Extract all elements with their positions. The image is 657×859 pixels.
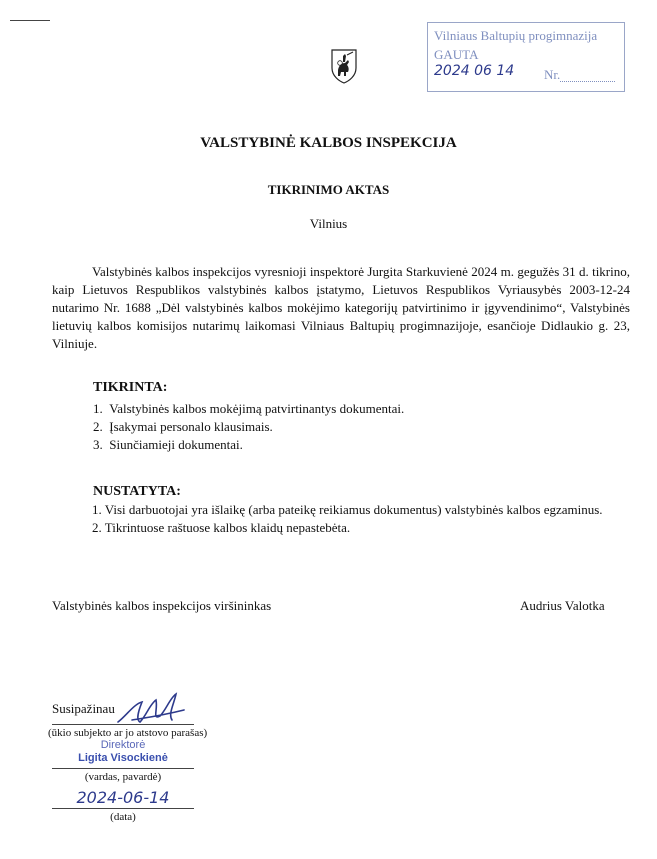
stamp-date: 2024 06 14 xyxy=(434,63,515,79)
list-item: 1. Valstybinės kalbos mokėjimą patvirtinantys dokumentai. xyxy=(93,401,405,416)
checked-section-title-wrap xyxy=(93,379,167,396)
findings-section-title-wrap xyxy=(93,483,181,500)
findings-list xyxy=(52,501,630,537)
checked-section-title: TIKRINTA: xyxy=(93,380,168,395)
stamp-name: Ligita Visockienė xyxy=(78,752,168,764)
date-caption: (data) xyxy=(110,811,136,823)
document-city: Vilnius xyxy=(309,216,348,231)
findings-section-title: NUSTATYTA: xyxy=(93,484,181,499)
list-item: 2. Įsakymai personalo klausimais. xyxy=(93,419,273,434)
list-item: 3. Siunčiamieji dokumentai. xyxy=(93,437,243,452)
signatory-name: Audrius Valotka xyxy=(520,598,605,613)
list-item: 1. Visi darbuotojai yra išlaikę (arba pateikę reikiamus dokumentus) valstybinės kalbos egzaminus. xyxy=(92,502,603,517)
acknowledgement-label: Susipažinau xyxy=(52,701,115,716)
handwritten-date: 2024-06-14 xyxy=(76,788,170,807)
date-line xyxy=(52,808,194,809)
registration-stamp xyxy=(427,22,625,92)
stamp-nr-label: Nr. xyxy=(544,67,561,82)
signature-caption: (ūkio subjekto ar jo atstovo parašas) xyxy=(48,727,208,739)
lithuanian-coat-of-arms-icon xyxy=(330,48,358,84)
handwritten-signature xyxy=(112,690,190,732)
stamp-institution: Vilniaus Baltupių progimnazija xyxy=(434,28,598,43)
name-caption: (vardas, pavardė) xyxy=(84,771,162,783)
stamp-role: Direktorė xyxy=(100,739,146,751)
stamp-received: GAUTA xyxy=(434,47,479,62)
name-line xyxy=(52,768,194,769)
stamp-nr-line xyxy=(560,81,615,82)
signatory-position: Valstybinės kalbos inspekcijos viršininkas xyxy=(52,598,272,613)
checked-list xyxy=(93,400,633,454)
document-title: TIKRINIMO AKTAS xyxy=(267,182,390,197)
institution-title: VALSTYBINĖ KALBOS INSPEKCIJA xyxy=(200,135,457,151)
list-item: 2. Tikrintuose raštuose kalbos klaidų nepastebėta. xyxy=(92,520,351,535)
top-left-rule xyxy=(10,20,50,21)
signature-line xyxy=(52,724,194,725)
intro-paragraph: Valstybinės kalbos inspekcijos vyresnioji inspektorė Jurgita Starkuvienė 2024 m. gegužės 31 d. tikrino, kaip Lietuvos Respublikos valstybinės kalbos įstatymo, Lietuvos Respublikos Vyriausybės 2003-12-24 nutarimo Nr. 1688 „Dėl valstybinės kalbos mokėjimo kategorijų patvirtinimo ir įgyvendinimo“, Valstybinės lietuvių kalbos komisijos nutarimų laikomasi Vilniaus Baltupių progimnazijoje, esančioje Didlaukio g. 23, Vilniuje. xyxy=(52,264,630,351)
